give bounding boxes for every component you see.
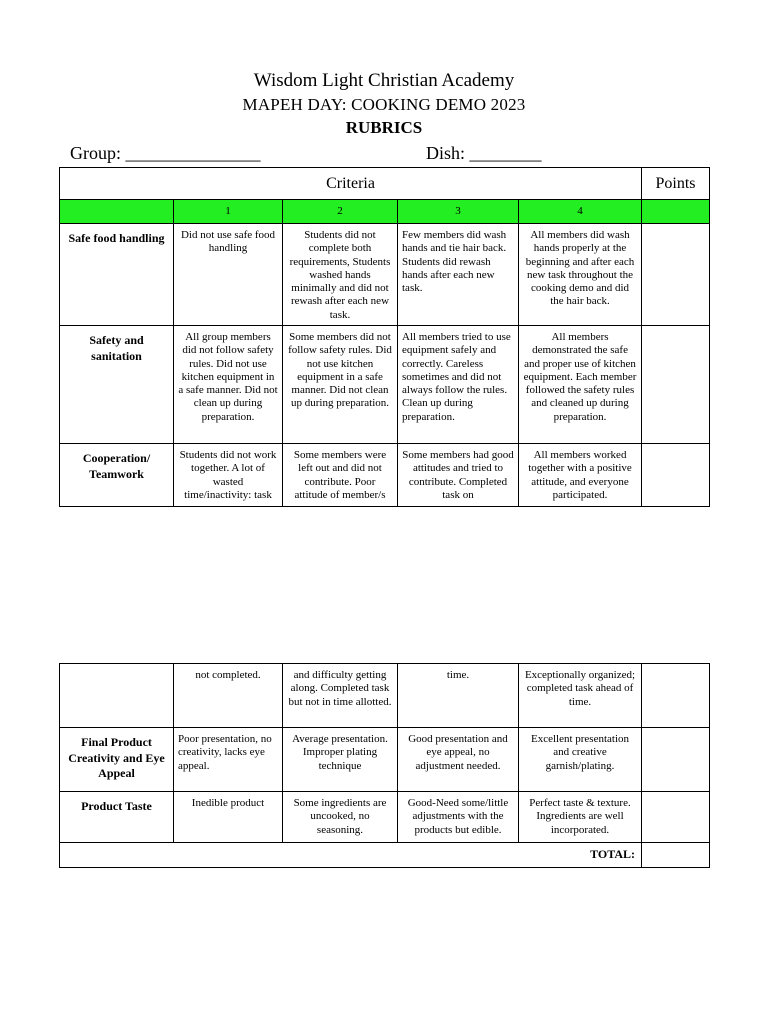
total-label: TOTAL: (60, 843, 642, 868)
rubric-cell: Average presentation. Improper plating technique (283, 728, 398, 792)
criterion-label: Product Taste (60, 792, 174, 843)
rubric-table-bottom (59, 663, 710, 868)
rubric-cell: Few members did wash hands and tie hair back. Students did rewash hands after each new task. (398, 224, 519, 326)
rubric-cell: Good-Need some/little adjustments with the products but edible. (398, 792, 519, 843)
rubric-cell: Good presentation and eye appeal, no adjustment needed. (398, 728, 519, 792)
table-row (60, 444, 710, 507)
rubric-cell: Some members did not follow safety rules. Did not use kitchen equipment in a safe manner. Did not clean up during preparation. (283, 326, 398, 444)
table-header-row (60, 168, 710, 200)
rubric-cell: All members tried to use equipment safely and correctly. Careless sometimes and did not always follow the rules. Clean up during preparation. (398, 326, 519, 444)
table-row (60, 664, 710, 728)
rubric-cell: not completed. (174, 664, 283, 728)
rubric-cell: Poor presentation, no creativity, lacks eye appeal. (174, 728, 283, 792)
table-row (60, 728, 710, 792)
rubric-cell: Some members were left out and did not contribute. Poor attitude of member/s (283, 444, 398, 507)
rubric-cell: All members demonstrated the safe and proper use of kitchen equipment. Each member followed the safety rules and cleaned up during preparation. (519, 326, 642, 444)
points-cell[interactable] (642, 444, 710, 507)
rubric-cell: All members worked together with a positive attitude, and everyone participated. (519, 444, 642, 507)
rubric-cell: All members did wash hands properly at the beginning and after each new task throughout the cooking demo and did the hair back. (519, 224, 642, 326)
points-cell[interactable] (642, 326, 710, 444)
page-title: RUBRICS (345, 118, 423, 137)
criterion-label: Cooperation/ Teamwork (60, 444, 174, 507)
rubric-cell: Inedible product (174, 792, 283, 843)
points-header: Points (642, 168, 710, 200)
rubric-cell: Students did not complete both requirements, Students washed hands minimally and did not rewash after each new task. (283, 224, 398, 326)
criterion-label: Safe food handling (60, 224, 174, 326)
level-1: 1 (174, 200, 283, 224)
level-4: 4 (519, 200, 642, 224)
level-3: 3 (398, 200, 519, 224)
rubric-cell: time. (398, 664, 519, 728)
level-points-blank (642, 200, 710, 224)
table-row (60, 224, 710, 326)
points-cell[interactable] (642, 664, 710, 728)
rubric-cell: and difficulty getting along. Completed task but not in time allotted. (283, 664, 398, 728)
rubric-table-top (59, 167, 710, 507)
table-row (60, 326, 710, 444)
criterion-label (60, 664, 174, 728)
dish-field: Dish: ________ (426, 143, 542, 163)
points-cell[interactable] (642, 224, 710, 326)
rubric-cell: Students did not work together. A lot of wasted time/inactivity: task (174, 444, 283, 507)
total-row (60, 843, 710, 868)
rubric-cell: Did not use safe food handling (174, 224, 283, 326)
criterion-label: Safety and sanitation (60, 326, 174, 444)
rubric-cell: Perfect taste & texture. Ingredients are well incorporated. (519, 792, 642, 843)
rubric-cell: Exceptionally organized; completed task ahead of time. (519, 664, 642, 728)
level-header-row (60, 200, 710, 224)
criterion-label: Final Product Creativity and Eye Appeal (60, 728, 174, 792)
table-row (60, 792, 710, 843)
criteria-header: Criteria (60, 168, 642, 200)
rubric-cell: Some ingredients are uncooked, no seasoning. (283, 792, 398, 843)
rubric-cell: Excellent presentation and creative garnish/plating. (519, 728, 642, 792)
points-cell[interactable] (642, 728, 710, 792)
total-points-cell[interactable] (642, 843, 710, 868)
rubric-cell: Some members had good attitudes and tried to contribute. Completed task on (398, 444, 519, 507)
rubric-cell: All group members did not follow safety rules. Did not use kitchen equipment in a safe manner. Did not clean up during preparation. (174, 326, 283, 444)
points-cell[interactable] (642, 792, 710, 843)
level-2: 2 (283, 200, 398, 224)
school-name: Wisdom Light Christian Academy (253, 70, 515, 91)
level-blank-cell (60, 200, 174, 224)
event-title: MAPEH DAY: COOKING DEMO 2023 (242, 95, 526, 114)
group-field: Group: _______________ (70, 143, 261, 163)
